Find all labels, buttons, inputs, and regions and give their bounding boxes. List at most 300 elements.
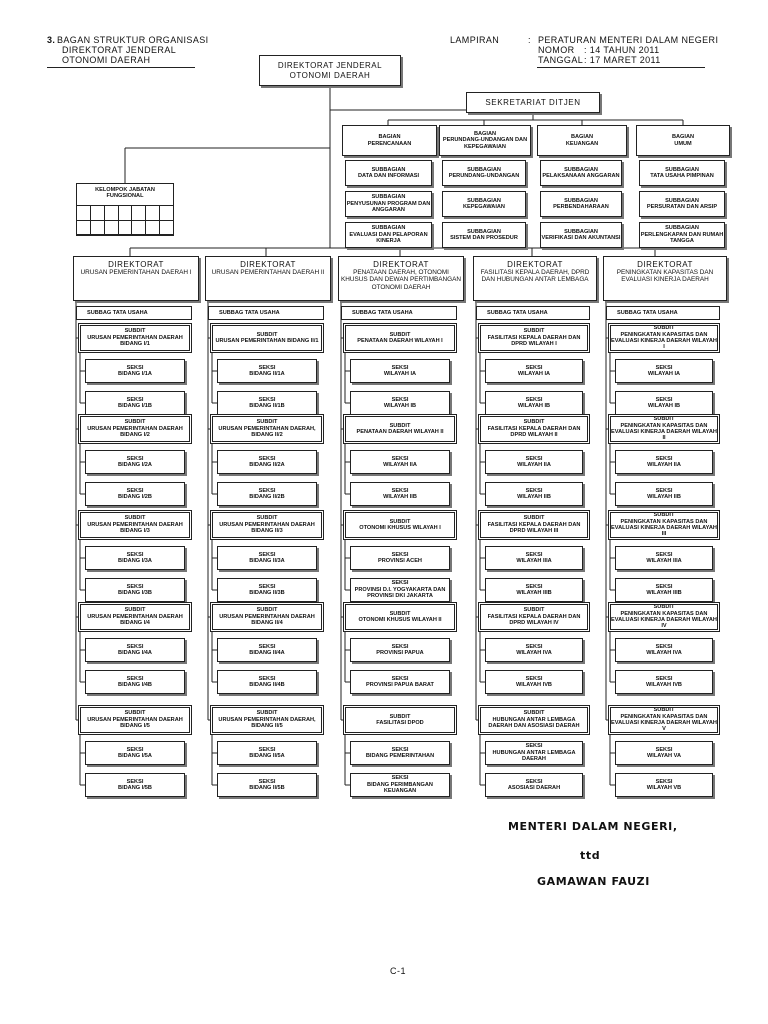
subdit-box-2-3 xyxy=(210,510,324,540)
seksi-box-2-3-1 xyxy=(217,546,317,570)
seksi-box-4-1-2 xyxy=(485,391,583,415)
direktorat-box-1 xyxy=(73,256,199,301)
subdit-box-3-4 xyxy=(343,602,457,632)
seksi-box-2-2-1 xyxy=(217,450,317,474)
subdit-box-5-4-line2: PENINGKATAN KAPASITAS DAN EVALUASI KINERJA DAERAH WILAYAH IV xyxy=(611,610,717,630)
seksi-box-2-3-2-line2: BIDANG II/3B xyxy=(249,590,285,596)
seksi-box-3-1-2-line2: WILAYAH IB xyxy=(383,403,417,409)
seksi-box-2-4-2-line2: BIDANG II/4B xyxy=(249,682,285,688)
subbagian-box-2-3-line1: SUBBAGIAN xyxy=(467,228,501,235)
seksi-box-2-3-1-line1: SEKSI xyxy=(258,551,276,558)
subdit-box-4-3-line1: SUBDIT xyxy=(523,515,545,522)
subbagian-box-4-2-line1: SUBBAGIAN xyxy=(665,197,699,204)
subbagian-box-2-3 xyxy=(442,222,526,248)
seksi-box-4-1-1-line2: WILAYAH IA xyxy=(517,371,551,377)
seksi-box-4-5-2-line2: ASOSIASI DAERAH xyxy=(507,785,561,791)
direktorat-box-4 xyxy=(473,256,597,301)
subdit-box-1-4 xyxy=(78,602,192,632)
subdit-box-2-5 xyxy=(210,705,324,735)
subdit-box-5-3-line2: PENINGKATAN KAPASITAS DAN EVALUASI KINERJA DAERAH WILAYAH III xyxy=(611,518,717,538)
seksi-box-3-5-1 xyxy=(350,741,450,765)
seksi-box-1-3-2-line2: BIDANG I/3B xyxy=(118,590,152,596)
seksi-box-1-4-2 xyxy=(85,670,185,694)
seksi-box-1-4-1 xyxy=(85,638,185,662)
seksi-box-3-3-2-line1: SEKSI xyxy=(391,580,409,587)
bagian-box-1-line1: BAGIAN xyxy=(378,134,401,141)
subdit-box-5-2 xyxy=(608,414,720,444)
seksi-box-1-5-1 xyxy=(85,741,185,765)
subbag-tata-usaha-4 xyxy=(476,306,590,320)
subdit-box-2-2 xyxy=(210,414,324,444)
seksi-box-4-3-1-line1: SEKSI xyxy=(525,551,543,558)
subbagian-box-2-1-line2: PERUNDANG-UNDANGAN xyxy=(448,173,520,179)
subdit-box-5-5-line1: SUBDIT xyxy=(653,707,675,714)
seksi-box-3-1-1-line1: SEKSI xyxy=(391,364,409,371)
regulation-title: PERATURAN MENTERI DALAM NEGERI xyxy=(538,35,719,45)
dirjen-line1: DIREKTORAT JENDERAL xyxy=(277,60,383,70)
seksi-box-5-3-2-line2: WILAYAH IIIB xyxy=(646,590,682,596)
seksi-box-1-5-1-line1: SEKSI xyxy=(126,746,144,753)
seksi-box-5-3-2-line1: SEKSI xyxy=(655,583,673,590)
bagian-box-1 xyxy=(342,125,437,156)
tanggal-label: TANGGAL xyxy=(538,55,584,65)
seksi-box-5-3-1-line2: WILAYAH IIIA xyxy=(646,558,682,564)
subdit-box-3-1-line2: PENATAAN DAERAH WILAYAH I xyxy=(357,338,443,344)
page-number: C-1 xyxy=(390,966,407,976)
subbagian-box-4-1-line2: TATA USAHA PIMPINAN xyxy=(650,173,714,179)
subbagian-box-1-2-line2: PENYUSUNAN PROGRAM DAN ANGGARAN xyxy=(346,200,431,214)
subbag-tata-usaha-5 xyxy=(606,306,720,320)
seksi-box-5-1-1-line2: WILAYAH IA xyxy=(647,371,681,377)
seksi-box-4-1-2-line2: WILAYAH IB xyxy=(517,403,551,409)
seksi-box-4-3-1 xyxy=(485,546,583,570)
direktorat-box-1-line1: DIREKTORAT xyxy=(108,260,164,269)
seksi-box-2-4-2-line1: SEKSI xyxy=(258,675,276,682)
header-title-line3: OTONOMI DAERAH xyxy=(62,55,151,65)
seksi-box-2-1-1-line2: BIDANG II/1A xyxy=(249,371,285,377)
seksi-box-3-3-1 xyxy=(350,546,450,570)
subdit-box-4-5-line2: HUBUNGAN ANTAR LEMBAGA DAERAH DAN ASOSIASI DAERAH xyxy=(488,716,580,730)
seksi-box-5-3-1-line1: SEKSI xyxy=(655,551,673,558)
seksi-box-4-2-2-line2: WILAYAH IIB xyxy=(517,494,551,500)
subdit-box-3-5-line2: FASILITASI DPOD xyxy=(376,720,424,726)
seksi-box-4-4-2-line2: WILAYAH IVB xyxy=(516,682,552,688)
seksi-box-4-3-2 xyxy=(485,578,583,602)
dirjen-otda-box xyxy=(259,55,401,86)
subbagian-box-3-1-line2: PELAKSANAAN ANGGARAN xyxy=(542,173,620,179)
seksi-box-4-4-2 xyxy=(485,670,583,694)
seksi-box-5-4-1-line1: SEKSI xyxy=(655,643,673,650)
seksi-box-1-1-2 xyxy=(85,391,185,415)
seksi-box-4-2-1-line1: SEKSI xyxy=(525,455,543,462)
seksi-box-5-5-1-line2: WILAYAH VA xyxy=(647,753,681,759)
subdit-box-1-3-line1: SUBDIT xyxy=(124,515,146,522)
subbagian-box-4-3-line1: SUBBAGIAN xyxy=(665,225,699,232)
subbagian-box-3-2 xyxy=(540,191,622,217)
sekretariat-label: SEKRETARIAT DITJEN xyxy=(485,97,581,107)
nomor-label: NOMOR xyxy=(538,45,575,55)
direktorat-box-5-line1: DIREKTORAT xyxy=(637,260,693,269)
seksi-box-3-3-1-line1: SEKSI xyxy=(391,551,409,558)
subdit-box-1-1-line1: SUBDIT xyxy=(124,328,146,335)
seksi-box-5-2-2 xyxy=(615,482,713,506)
subdit-box-5-3-line1: SUBDIT xyxy=(653,512,675,519)
subdit-box-5-2-line2: PENINGKATAN KAPASITAS DAN EVALUASI KINERJA DAERAH WILAYAH II xyxy=(611,422,717,442)
subdit-box-4-2-line2: FASILITASI KEPALA DAERAH DAN DPRD WILAYAH II xyxy=(487,425,581,439)
seksi-box-3-2-2-line2: WILAYAH IIB xyxy=(383,494,417,500)
subdit-box-5-1-line2: PENINGKATAN KAPASITAS DAN EVALUASI KINERJA DAERAH WILAYAH I xyxy=(611,331,717,351)
bagian-box-1-line2: PERENCANAAN xyxy=(367,140,412,147)
seksi-box-4-4-1 xyxy=(485,638,583,662)
kelompok-line2: FUNGSIONAL xyxy=(106,193,144,200)
subbagian-box-3-2-line1: SUBBAGIAN xyxy=(564,197,598,204)
seksi-box-3-2-1-line2: WILAYAH IIA xyxy=(383,462,417,468)
subdit-box-4-5 xyxy=(478,705,590,735)
seksi-box-5-5-1 xyxy=(615,741,713,765)
subbagian-box-2-2-line1: SUBBAGIAN xyxy=(467,197,501,204)
seksi-box-2-3-1-line2: BIDANG II/3A xyxy=(249,558,285,564)
subbagian-box-4-2 xyxy=(639,191,725,217)
direktorat-box-3 xyxy=(338,256,464,301)
direktorat-box-2-line1: DIREKTORAT xyxy=(240,260,296,269)
subbag-tata-usaha-3 xyxy=(341,306,457,320)
seksi-box-1-2-1-line1: SEKSI xyxy=(126,455,144,462)
subbagian-box-4-2-line2: PERSURATAN DAN ARSIP xyxy=(646,204,718,210)
seksi-box-2-2-1-line2: BIDANG II/2A xyxy=(249,462,285,468)
subbagian-box-1-2 xyxy=(345,191,432,217)
seksi-box-2-5-1 xyxy=(217,741,317,765)
subbagian-box-1-2-line1: SUBBAGIAN xyxy=(371,194,406,201)
seksi-box-2-2-2 xyxy=(217,482,317,506)
seksi-box-4-5-1-line1: SEKSI xyxy=(525,743,543,750)
seksi-box-1-5-2-line2: BIDANG I/5B xyxy=(118,785,152,791)
nomor-value: : 14 TAHUN 2011 xyxy=(584,45,660,55)
subdit-box-1-1-line2: URUSAN PEMERINTAHAN DAERAH BIDANG I/1 xyxy=(87,334,183,348)
subbagian-box-4-1-line1: SUBBAGIAN xyxy=(665,166,699,173)
subdit-box-5-1 xyxy=(608,323,720,353)
seksi-box-3-1-1 xyxy=(350,359,450,383)
bagian-box-4-line1: BAGIAN xyxy=(671,134,695,141)
seksi-box-1-3-2-line1: SEKSI xyxy=(126,583,144,590)
seksi-box-2-3-2 xyxy=(217,578,317,602)
subbagian-box-2-1-line1: SUBBAGIAN xyxy=(467,166,501,173)
subdit-box-4-5-line1: SUBDIT xyxy=(523,710,545,717)
subdit-box-1-4-line2: URUSAN PEMERINTAHAN DAERAH BIDANG I/4 xyxy=(87,613,183,627)
subdit-box-3-5-line1: SUBDIT xyxy=(389,713,411,720)
seksi-box-5-4-1 xyxy=(615,638,713,662)
subbag-tata-usaha-3-line1: SUBBAG TATA USAHA xyxy=(352,309,413,316)
seksi-box-5-4-2 xyxy=(615,670,713,694)
seksi-box-1-1-2-line1: SEKSI xyxy=(126,396,144,403)
subdit-box-5-1-line1: SUBDIT xyxy=(653,325,675,332)
seksi-box-2-5-2-line1: SEKSI xyxy=(258,778,276,785)
seksi-box-4-1-2-line1: SEKSI xyxy=(525,396,543,403)
seksi-box-4-4-1-line2: WILAYAH IVA xyxy=(516,650,552,656)
subdit-box-2-1-line1: SUBDIT xyxy=(256,331,278,338)
subbagian-box-1-1 xyxy=(345,160,432,186)
subdit-box-3-1-line1: SUBDIT xyxy=(389,331,411,338)
subdit-box-1-5-line2: URUSAN PEMERINTAHAN DAERAH BIDANG I/5 xyxy=(87,716,183,730)
seksi-box-3-2-2-line1: SEKSI xyxy=(391,487,409,494)
seksi-box-3-5-2 xyxy=(350,773,450,797)
seksi-box-2-5-1-line1: SEKSI xyxy=(258,746,276,753)
seksi-box-4-3-2-line1: SEKSI xyxy=(525,583,543,590)
direktorat-box-4-line2: FASILITASI KEPALA DAERAH, DPRD DAN HUBUNGAN ANTAR LEMBAGA xyxy=(480,269,590,284)
seksi-box-4-5-2-line1: SEKSI xyxy=(525,778,543,785)
seksi-box-2-5-2 xyxy=(217,773,317,797)
seksi-box-2-4-1-line2: BIDANG II/4A xyxy=(249,650,285,656)
seksi-box-4-3-1-line2: WILAYAH IIIA xyxy=(516,558,552,564)
subbag-tata-usaha-2 xyxy=(208,306,324,320)
seksi-box-1-2-1 xyxy=(85,450,185,474)
seksi-box-5-2-2-line1: SEKSI xyxy=(655,487,673,494)
seksi-box-1-3-1 xyxy=(85,546,185,570)
subbagian-box-2-1 xyxy=(442,160,526,186)
bagian-box-3-line1: BAGIAN xyxy=(570,134,594,141)
subdit-box-4-1 xyxy=(478,323,590,353)
seksi-box-1-2-2 xyxy=(85,482,185,506)
seksi-box-1-5-2 xyxy=(85,773,185,797)
header-title-line2: DIREKTORAT JENDERAL xyxy=(62,45,177,55)
seksi-box-1-2-1-line2: BIDANG I/2A xyxy=(118,462,152,468)
subbagian-box-1-3-line1: SUBBAGIAN xyxy=(371,225,406,232)
subdit-box-4-3-line2: FASILITASI KEPALA DAERAH DAN DPRD WILAYAH III xyxy=(487,521,581,535)
signature-name: GAMAWAN FAUZI xyxy=(537,875,650,888)
seksi-box-2-1-1 xyxy=(217,359,317,383)
subbagian-box-3-1-line1: SUBBAGIAN xyxy=(564,166,598,173)
subbagian-box-2-2 xyxy=(442,191,526,217)
subdit-box-3-5 xyxy=(343,705,457,735)
subdit-box-4-4 xyxy=(478,602,590,632)
subbagian-box-2-2-line2: KEPEGAWAIAN xyxy=(463,204,505,210)
bagian-box-3 xyxy=(537,125,627,156)
subdit-box-5-5-line2: PENINGKATAN KAPASITAS DAN EVALUASI KINERJA DAERAH WILAYAH V xyxy=(611,713,717,733)
seksi-box-5-3-2 xyxy=(615,578,713,602)
subdit-box-2-2-line1: SUBDIT xyxy=(256,419,278,426)
lampiran-colon: : xyxy=(528,35,531,45)
seksi-box-2-1-2-line2: BIDANG II/1B xyxy=(249,403,285,409)
subdit-box-3-2 xyxy=(343,414,457,444)
subdit-box-5-4 xyxy=(608,602,720,632)
seksi-box-4-5-1-line2: HUBUNGAN ANTAR LEMBAGA DAERAH xyxy=(492,749,576,763)
seksi-box-1-1-1-line2: BIDANG I/1A xyxy=(118,371,152,377)
seksi-box-1-3-2 xyxy=(85,578,185,602)
seksi-box-3-4-1-line1: SEKSI xyxy=(391,643,409,650)
seksi-box-3-5-2-line1: SEKSI xyxy=(391,775,409,782)
subdit-box-4-3 xyxy=(478,510,590,540)
seksi-box-3-2-1-line1: SEKSI xyxy=(391,455,409,462)
seksi-box-4-2-2-line1: SEKSI xyxy=(525,487,543,494)
direktorat-box-4-line1: DIREKTORAT xyxy=(507,260,563,269)
seksi-box-3-2-2 xyxy=(350,482,450,506)
seksi-box-5-4-2-line1: SEKSI xyxy=(655,675,673,682)
subdit-box-2-1 xyxy=(210,323,324,353)
seksi-box-3-1-1-line2: WILAYAH IA xyxy=(383,371,417,377)
seksi-box-4-4-1-line1: SEKSI xyxy=(525,643,543,650)
seksi-box-1-5-2-line1: SEKSI xyxy=(126,778,144,785)
seksi-box-4-1-1-line1: SEKSI xyxy=(525,364,543,371)
direktorat-box-5-line2: PENINGKATAN KAPASITAS DAN EVALUASI KINERJA DAERAH xyxy=(616,269,714,284)
seksi-box-5-2-2-line2: WILAYAH IIB xyxy=(647,494,681,500)
subdit-box-3-1 xyxy=(343,323,457,353)
seksi-box-3-1-2 xyxy=(350,391,450,415)
subdit-box-2-4-line1: SUBDIT xyxy=(256,607,278,614)
subdit-box-3-3-line1: SUBDIT xyxy=(389,518,411,525)
subdit-box-3-2-line1: SUBDIT xyxy=(389,422,411,429)
seksi-box-3-5-1-line1: SEKSI xyxy=(391,746,409,753)
seksi-box-2-5-1-line2: BIDANG II/5A xyxy=(249,753,285,759)
seksi-box-4-1-1 xyxy=(485,359,583,383)
seksi-box-4-2-1 xyxy=(485,450,583,474)
seksi-box-1-1-1-line1: SEKSI xyxy=(126,364,144,371)
seksi-box-4-4-2-line1: SEKSI xyxy=(525,675,543,682)
subdit-box-1-5 xyxy=(78,705,192,735)
subbag-tata-usaha-5-line1: SUBBAG TATA USAHA xyxy=(617,309,678,316)
direktorat-box-5 xyxy=(603,256,727,301)
subbag-tata-usaha-1 xyxy=(76,306,192,320)
subdit-box-2-1-line2: URUSAN PEMERINTAHAN BIDANG II/1 xyxy=(215,338,319,344)
seksi-box-2-1-2-line1: SEKSI xyxy=(258,396,276,403)
seksi-box-1-4-1-line1: SEKSI xyxy=(126,643,144,650)
subdit-box-4-2 xyxy=(478,414,590,444)
subbagian-box-4-1 xyxy=(639,160,725,186)
seksi-box-2-2-2-line1: SEKSI xyxy=(258,487,276,494)
subdit-box-1-5-line1: SUBDIT xyxy=(124,710,146,717)
seksi-box-3-4-2-line2: PROVINSI PAPUA BARAT xyxy=(366,682,434,688)
signature-title: MENTERI DALAM NEGERI, xyxy=(508,820,678,833)
subdit-box-2-3-line1: SUBDIT xyxy=(256,515,278,522)
seksi-box-1-2-2-line1: SEKSI xyxy=(126,487,144,494)
subdit-box-1-3-line2: URUSAN PEMERINTAHAN DAERAH BIDANG I/3 xyxy=(87,521,183,535)
subbag-tata-usaha-4-line1: SUBBAG TATA USAHA xyxy=(487,309,548,316)
direktorat-box-3-line1: DIREKTORAT xyxy=(373,260,429,269)
seksi-box-3-5-2-line2: BIDANG PERIMBANGAN KEUANGAN xyxy=(367,781,433,795)
subdit-box-4-4-line2: FASILITASI KEPALA DAERAH DAN DPRD WILAYAH IV xyxy=(487,613,581,627)
subbagian-box-1-3-line2: EVALUASI DAN PELAPORAN KINERJA xyxy=(349,231,428,245)
seksi-box-5-5-2-line2: WILAYAH VB xyxy=(646,785,682,791)
subdit-box-1-2-line2: URUSAN PEMERINTAHAN DAERAH BIDANG I/2 xyxy=(87,425,183,439)
seksi-box-2-2-1-line1: SEKSI xyxy=(258,455,276,462)
sekretariat-ditjen-box xyxy=(466,92,600,113)
seksi-box-5-2-1-line2: WILAYAH IIA xyxy=(647,462,681,468)
seksi-box-5-4-2-line2: WILAYAH IVB xyxy=(646,682,682,688)
kelompok-line1: KELOMPOK JABATAN xyxy=(95,187,155,193)
seksi-box-3-4-2-line1: SEKSI xyxy=(391,675,409,682)
seksi-box-3-4-2 xyxy=(350,670,450,694)
seksi-box-5-5-2-line1: SEKSI xyxy=(655,778,673,785)
subbagian-box-2-3-line2: SISTEM DAN PROSEDUR xyxy=(450,235,518,241)
seksi-box-3-1-2-line1: SEKSI xyxy=(391,396,409,403)
header-title-line1: BAGAN STRUKTUR ORGANISASI xyxy=(57,35,209,45)
subdit-box-2-5-line2: URUSAN PEMERINTAHAN DAERAH, BIDANG II/5 xyxy=(218,716,316,730)
seksi-box-4-2-2 xyxy=(485,482,583,506)
subdit-box-3-4-line1: SUBDIT xyxy=(389,610,411,617)
subbagian-box-1-3 xyxy=(345,222,432,248)
signature-ttd: ttd xyxy=(580,849,601,862)
subdit-box-1-1 xyxy=(78,323,192,353)
lampiran-label: LAMPIRAN xyxy=(450,35,500,45)
bagian-box-2 xyxy=(439,125,531,156)
subdit-box-4-1-line2: FASILITASI KEPALA DAERAH DAN DPRD WILAYAH I xyxy=(487,334,581,348)
subdit-box-5-4-line1: SUBDIT xyxy=(653,604,675,611)
subbagian-box-3-3-line1: SUBBAGIAN xyxy=(564,228,598,235)
bagian-box-3-line2: KEUANGAN xyxy=(565,140,599,147)
seksi-box-2-4-1-line1: SEKSI xyxy=(258,643,276,650)
subdit-box-2-2-line2: URUSAN PEMERINTAHAN DAERAH, BIDANG II/2 xyxy=(218,425,316,439)
subdit-box-5-3 xyxy=(608,510,720,540)
seksi-box-2-1-2 xyxy=(217,391,317,415)
dirjen-line2: OTONOMI DAERAH xyxy=(289,70,371,80)
seksi-box-4-5-1 xyxy=(485,741,583,765)
seksi-box-3-5-1-line2: BIDANG PEMERINTAHAN xyxy=(365,753,435,759)
seksi-box-1-4-2-line2: BIDANG I/4B xyxy=(118,682,152,688)
seksi-box-5-1-2 xyxy=(615,391,713,415)
bagian-box-4 xyxy=(636,125,730,156)
seksi-box-5-5-2 xyxy=(615,773,713,797)
subbag-tata-usaha-1-line1: SUBBAG TATA USAHA xyxy=(87,309,148,316)
subdit-box-3-2-line2: PENATAAN DAERAH WILAYAH II xyxy=(356,429,444,435)
subbagian-box-4-3-line2: PERLENGKAPAN DAN RUMAH TANGGA xyxy=(640,231,724,245)
subbagian-box-1-1-line2: DATA DAN INFORMASI xyxy=(357,173,420,179)
seksi-box-5-4-1-line2: WILAYAH IVA xyxy=(646,650,682,656)
seksi-box-2-1-1-line1: SEKSI xyxy=(258,364,276,371)
seksi-box-5-1-2-line2: WILAYAH IB xyxy=(647,403,681,409)
seksi-box-5-5-1-line1: SEKSI xyxy=(655,746,673,753)
seksi-box-3-3-1-line2: PROVINSI ACEH xyxy=(378,558,422,564)
bagian-box-4-line2: UMUM xyxy=(674,140,692,147)
seksi-box-5-2-1 xyxy=(615,450,713,474)
subdit-box-2-5-line1: SUBDIT xyxy=(256,710,278,717)
seksi-box-3-4-1-line2: PROVINSI PAPUA xyxy=(376,650,424,656)
seksi-box-1-3-1-line2: BIDANG I/3A xyxy=(118,558,152,564)
seksi-box-2-5-2-line2: BIDANG II/5B xyxy=(249,785,285,791)
subbagian-box-3-3-line2: VERIFIKASI DAN AKUNTANSI xyxy=(541,235,621,241)
seksi-box-4-2-1-line2: WILAYAH IIA xyxy=(517,462,551,468)
seksi-box-4-3-2-line2: WILAYAH IIIB xyxy=(516,590,552,596)
direktorat-box-3-line2: PENATAAN DAERAH, OTONOMI KHUSUS DAN DEWAN PERTIMBANGAN OTONOMI DAERAH xyxy=(340,269,462,291)
seksi-box-5-1-2-line1: SEKSI xyxy=(655,396,673,403)
subdit-box-3-4-line2: OTONOMI KHUSUS WILAYAH II xyxy=(358,617,442,623)
subdit-box-4-1-line1: SUBDIT xyxy=(523,328,545,335)
subdit-box-2-4-line2: URUSAN PEMERINTAHAN DAERAH BIDANG II/4 xyxy=(219,613,315,627)
subdit-box-5-2-line1: SUBDIT xyxy=(653,416,675,423)
seksi-box-5-3-1 xyxy=(615,546,713,570)
subdit-box-3-3-line2: OTONOMI KHUSUS WILAYAH I xyxy=(359,525,441,531)
kelompok-jabatan-grid xyxy=(76,205,174,236)
seksi-box-1-3-1-line1: SEKSI xyxy=(126,551,144,558)
seksi-box-5-2-1-line1: SEKSI xyxy=(655,455,673,462)
seksi-box-3-3-2 xyxy=(350,578,450,602)
seksi-box-5-1-1 xyxy=(615,359,713,383)
subdit-box-4-2-line1: SUBDIT xyxy=(523,419,545,426)
seksi-box-4-5-2 xyxy=(485,773,583,797)
seksi-box-5-1-1-line1: SEKSI xyxy=(655,364,673,371)
subdit-box-1-4-line1: SUBDIT xyxy=(124,607,146,614)
seksi-box-2-4-2 xyxy=(217,670,317,694)
seksi-box-1-4-2-line1: SEKSI xyxy=(126,675,144,682)
subdit-box-3-3 xyxy=(343,510,457,540)
seksi-box-1-5-1-line2: BIDANG I/5A xyxy=(118,753,152,759)
direktorat-box-1-line2: URUSAN PEMERINTAHAN DAERAH I xyxy=(80,269,192,276)
subdit-box-5-5 xyxy=(608,705,720,735)
seksi-box-1-4-1-line2: BIDANG I/4A xyxy=(118,650,152,656)
seksi-box-1-1-1 xyxy=(85,359,185,383)
subdit-box-1-2-line1: SUBDIT xyxy=(124,419,146,426)
seksi-box-1-2-2-line2: BIDANG I/2B xyxy=(118,494,152,500)
subbagian-box-4-3 xyxy=(639,222,725,248)
header-number: 3. xyxy=(47,35,56,45)
subbagian-box-3-1 xyxy=(540,160,622,186)
